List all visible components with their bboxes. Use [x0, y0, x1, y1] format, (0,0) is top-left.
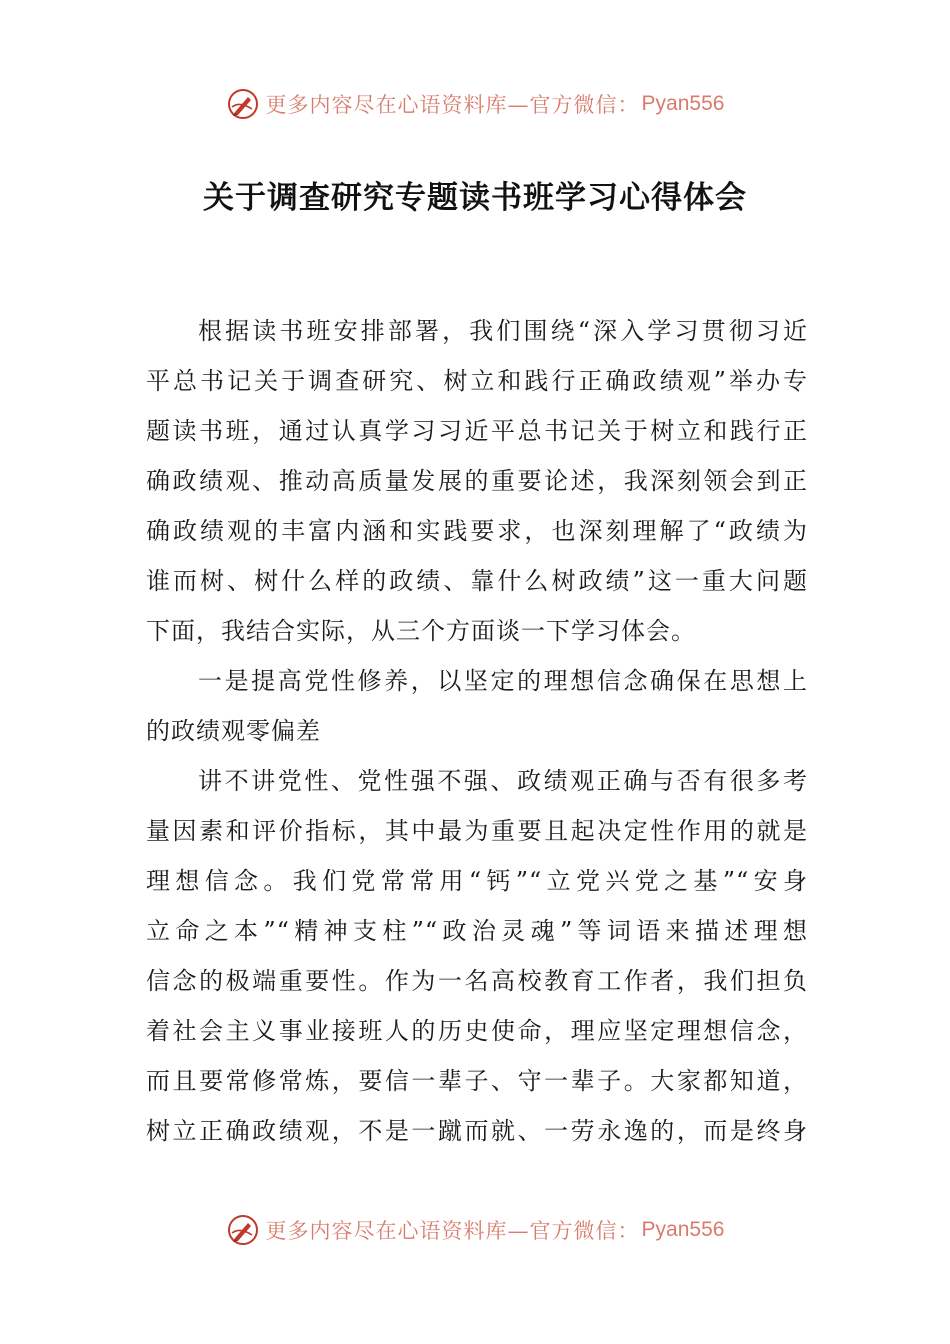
body-line: 确政绩观、推动高质量发展的重要论述，我深刻领会到正	[146, 467, 808, 495]
body-line: 信念的极端重要性。作为一名高校教育工作者，我们担负	[146, 967, 808, 995]
pen-logo-icon	[226, 1213, 260, 1247]
watermark-text: 更多内容尽在心语资料库—官方微信：	[265, 1219, 640, 1243]
document-title: 关于调查研究专题读书班学习心得体会	[203, 180, 747, 216]
section-heading-line: 的政绩观零偏差	[146, 717, 321, 745]
body-line: 立命之本”“精神支柱”“政治灵魂”等词语来描述理想	[146, 917, 808, 945]
body-line: 确政绩观的丰富内涵和实践要求，也深刻理解了“政绩为	[146, 517, 808, 545]
body-line: 题读书班，通过认真学习习近平总书记关于树立和践行正	[146, 417, 808, 445]
body-line: 谁而树、树什么样的政绩、靠什么树政绩”这一重大问题	[146, 567, 808, 595]
body-line: 根据读书班安排部署，我们围绕“深入学习贯彻习近	[198, 317, 808, 345]
watermark-wechat-id: Pyan556	[641, 92, 725, 115]
body-line: 平总书记关于调查研究、树立和践行正确政绩观”举办专	[146, 367, 808, 395]
watermark-wechat-id: Pyan556	[641, 1218, 725, 1241]
body-line: 而且要常修常炼，要信一辈子、守一辈子。大家都知道，	[146, 1067, 808, 1095]
body-line: 树立正确政绩观，不是一蹴而就、一劳永逸的，而是终身	[146, 1117, 808, 1145]
watermark-header	[0, 84, 950, 124]
watermark-footer	[0, 1210, 950, 1250]
body-line: 着社会主义事业接班人的历史使命，理应坚定理想信念，	[146, 1017, 808, 1045]
body-line: 理想信念。我们党常常用“钙”“立党兴党之基”“安身	[146, 867, 808, 895]
document-body	[146, 306, 808, 1156]
body-line: 量因素和评价指标，其中最为重要且起决定性作用的就是	[146, 817, 808, 845]
section-heading-line: 一是提高党性修养，以坚定的理想信念确保在思想上	[198, 667, 808, 695]
watermark-text: 更多内容尽在心语资料库—官方微信：	[265, 93, 640, 117]
body-line: 下面，我结合实际，从三个方面谈一下学习体会。	[146, 617, 696, 645]
pen-logo-icon	[226, 87, 260, 121]
body-line: 讲不讲党性、党性强不强、政绩观正确与否有很多考	[198, 767, 808, 795]
